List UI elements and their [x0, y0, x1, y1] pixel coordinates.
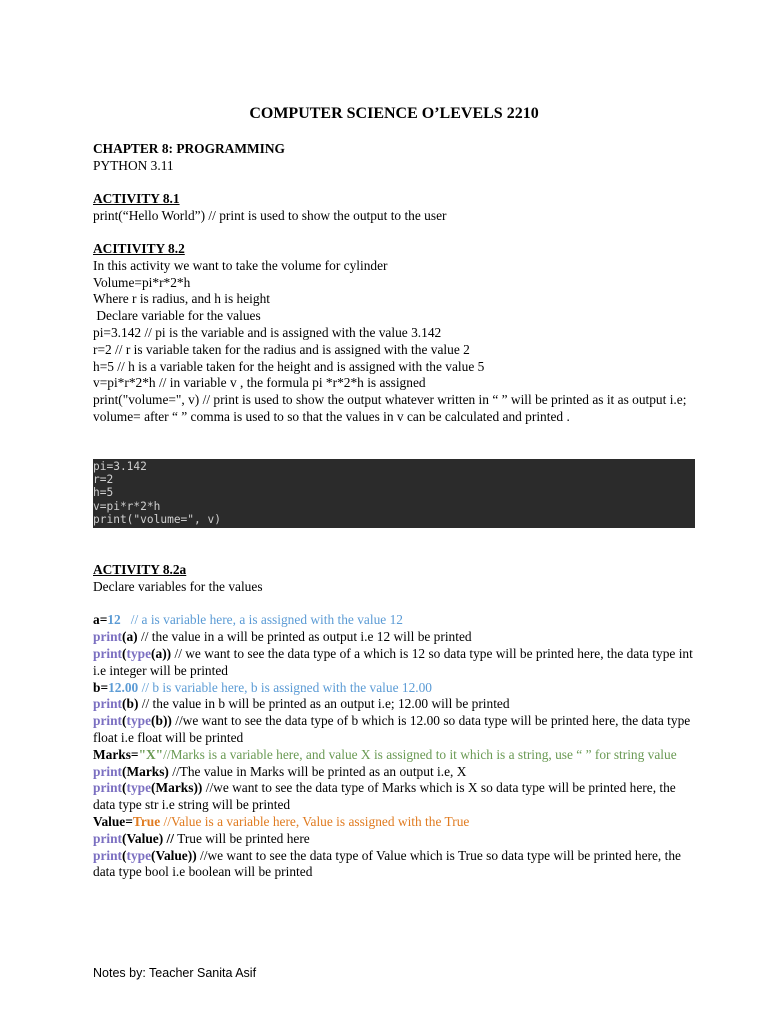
code-marks-assign: Marks="X"//Marks is a variable here, and value X is assigned to it which is a string, use “ ” for string value: [93, 746, 677, 762]
text-line: In this activity we want to take the volume for cylinder: [93, 257, 388, 273]
code-print-a: print(a) // the value in a will be printed as output i.e 12 will be printed: [93, 629, 472, 645]
code-block: [93, 459, 695, 528]
python-version: PYTHON 3.11: [93, 157, 174, 173]
page-footer: Notes by: Teacher Sanita Asif: [93, 966, 257, 980]
activity-8-2a-heading: ACTIVITY 8.2a: [93, 562, 187, 577]
code-value-assign: Value=True //Value is a variable here, Value is assigned with the True: [93, 813, 470, 829]
code-line: pi=3.142: [93, 460, 147, 473]
code-type-b: print(type(b)) //we want to see the data type of b which is 12.00 so data type will be printed here, the data type float i.e float will be printed: [93, 713, 691, 745]
text-line: Where r is radius, and h is height: [93, 291, 271, 307]
chapter-block: [93, 141, 695, 175]
code-line: print("volume=", v): [93, 512, 221, 526]
text-line: r=2 // r is variable taken for the radius and is assigned with the value 2: [93, 341, 470, 357]
code-line: h=5: [93, 486, 114, 500]
activity-8-1: [93, 191, 695, 225]
code-line: v=pi*r*2*h: [93, 499, 161, 513]
activity-8-1-heading: ACTIVITY 8.1: [93, 191, 180, 206]
code-type-marks: print(type(Marks)) //we want to see the data type of Marks which is X so data type will be printed here, the data type str i.e string will be printed: [93, 780, 676, 813]
code-print-b: print(b) // the value in b will be printed as an output i.e; 12.00 will be printed: [93, 696, 510, 712]
code-line: r=2: [93, 473, 114, 487]
activity-8-1-text: print(“Hello World”) // print is used to show the output to the user: [93, 207, 447, 223]
code-a-assign: a=12 // a is variable here, a is assigned with the value 12: [93, 612, 403, 628]
text-line: h=5 // h is a variable taken for the height and is assigned with the value 5: [93, 358, 485, 374]
text-line: pi=3.142 // pi is the variable and is assigned with the value 3.142: [93, 324, 442, 340]
code-b-assign: b=12.00 // b is variable here, b is assigned with the value 12.00: [93, 679, 433, 695]
text-line: Declare variable for the values: [93, 308, 261, 324]
text-line: v=pi*r*2*h // in variable v , the formula pi *r*2*h is assigned: [93, 375, 426, 391]
document-title: COMPUTER SCIENCE O’LEVELS 2210: [249, 105, 539, 122]
code-type-a: print(type(a)) // we want to see the data type of a which is 12 so data type will be printed here, the data type int i.e integer will be printed: [93, 645, 693, 678]
activity-8-2a: [93, 562, 695, 881]
code-print-value: print(Value) // True will be printed here: [93, 830, 310, 846]
activity-8-2-heading: ACITIVITY 8.2: [93, 241, 185, 256]
activity-8-2a-intro: Declare variables for the values: [93, 578, 263, 594]
chapter-heading: CHAPTER 8: PROGRAMMING: [93, 141, 285, 156]
activity-8-2: [93, 241, 695, 426]
blank-line: [93, 596, 695, 613]
code-type-value: print(type(Value)) //we want to see the data type of Value which is True so data type will be printed here, the data type bool i.e boolean will be printed: [93, 847, 681, 880]
text-line: print("volume=", v) // print is used to show the output whatever written in “ ” will be printed as it as output i.e; volume= after “ ” comma is used to so that the values in v can be calculated and printed .: [93, 392, 687, 424]
code-print-marks: print(Marks) //The value in Marks will be printed as an output i.e, X: [93, 763, 467, 779]
text-line: Volume=pi*r*2*h: [93, 274, 191, 290]
